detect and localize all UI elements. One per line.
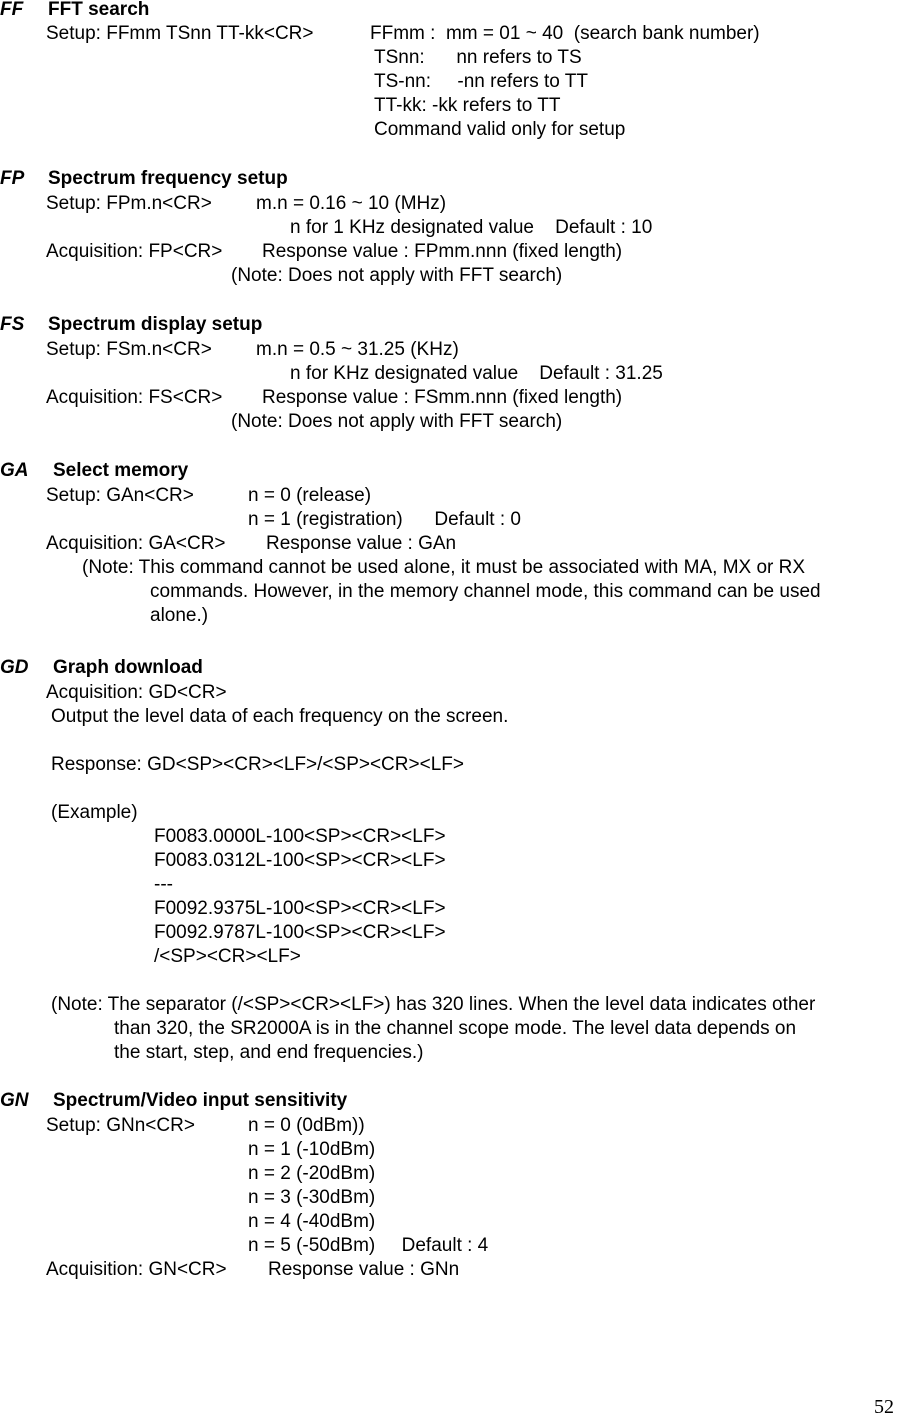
fp-acquisition: Acquisition: FP<CR> (46, 241, 223, 262)
fs-designated: n for KHz designated value Default : 31.25 (290, 363, 663, 384)
gd-title: Graph download (53, 657, 203, 678)
ga-response: Response value : GAn (266, 533, 457, 554)
ga-setup: Setup: GAn<CR> (46, 485, 194, 506)
gn-option: n = 4 (-40dBm) (248, 1211, 376, 1232)
fs-title: Spectrum display setup (48, 314, 263, 335)
gn-title: Spectrum/Video input sensitivity (53, 1090, 348, 1111)
fs-response: Response value : FSmm.nnn (fixed length) (262, 387, 623, 408)
gn-option: n = 3 (-30dBm) (248, 1187, 376, 1208)
gn-setup: Setup: GNn<CR> (46, 1115, 195, 1136)
ga-note: alone.) (150, 605, 209, 626)
gd-acquisition: Acquisition: GD<CR> (46, 682, 227, 703)
gd-example-line: F0083.0312L-100<SP><CR><LF> (154, 850, 446, 871)
gd-output: Output the level data of each frequency on the screen. (51, 706, 509, 727)
gn-option: n = 2 (-20dBm) (248, 1163, 376, 1184)
gn-acquisition: Acquisition: GN<CR> (46, 1259, 227, 1280)
fp-setup: Setup: FPm.n<CR> (46, 193, 212, 214)
fp-response: Response value : FPmm.nnn (fixed length) (262, 241, 623, 262)
fp-note: (Note: Does not apply with FFT search) (231, 265, 563, 286)
page-number: 52 (874, 1396, 894, 1418)
gn-option: n = 5 (-50dBm) Default : 4 (248, 1235, 489, 1256)
ff-code: FF (0, 0, 24, 20)
ff-param: TS-nn: -nn refers to TT (374, 71, 588, 92)
fs-setup: Setup: FSm.n<CR> (46, 339, 212, 360)
ga-note: (Note: This command cannot be used alone, it must be associated with MA, MX or RX (82, 557, 806, 578)
fs-acquisition: Acquisition: FS<CR> (46, 387, 223, 408)
ga-option: n = 1 (registration) Default : 0 (248, 509, 521, 530)
gn-option: n = 1 (-10dBm) (248, 1139, 376, 1160)
fp-designated: n for 1 KHz designated value Default : 10 (290, 217, 653, 238)
ff-title: FFT search (48, 0, 150, 20)
gn-option: n = 0 (0dBm)) (248, 1115, 365, 1136)
gd-note: than 320, the SR2000A is in the channel scope mode. The level data depends on (114, 1018, 797, 1039)
gd-example-line: /<SP><CR><LF> (154, 946, 301, 967)
ga-note: commands. However, in the memory channel mode, this command can be used (150, 581, 821, 602)
fs-note: (Note: Does not apply with FFT search) (231, 411, 563, 432)
ga-option: n = 0 (release) (248, 485, 372, 506)
ga-acquisition: Acquisition: GA<CR> (46, 533, 226, 554)
gd-example-line: F0083.0000L-100<SP><CR><LF> (154, 826, 446, 847)
gd-note: (Note: The separator (/<SP><CR><LF>) has 320 lines. When the level data indicates other (51, 994, 816, 1015)
fp-range: m.n = 0.16 ~ 10 (MHz) (256, 193, 447, 214)
ga-title: Select memory (53, 460, 189, 481)
gd-response: Response: GD<SP><CR><LF>/<SP><CR><LF> (51, 754, 464, 775)
fs-code: FS (0, 314, 25, 335)
gn-response: Response value : GNn (268, 1259, 460, 1280)
ff-param: FFmm : mm = 01 ~ 40 (search bank number) (370, 23, 760, 44)
ff-param: Command valid only for setup (374, 119, 626, 140)
gd-example-line: F0092.9375L-100<SP><CR><LF> (154, 898, 446, 919)
gn-code: GN (0, 1090, 29, 1111)
gd-example-line: F0092.9787L-100<SP><CR><LF> (154, 922, 446, 943)
gd-code: GD (0, 657, 29, 678)
fp-title: Spectrum frequency setup (48, 168, 288, 189)
gd-note: the start, step, and end frequencies.) (114, 1042, 424, 1063)
gd-example-line: --- (154, 874, 173, 895)
fp-code: FP (0, 168, 25, 189)
ga-code: GA (0, 460, 29, 481)
ff-param: TT-kk: -kk refers to TT (374, 95, 561, 116)
gd-example-label: (Example) (51, 802, 138, 823)
fs-range: m.n = 0.5 ~ 31.25 (KHz) (256, 339, 459, 360)
ff-param: TSnn: nn refers to TS (374, 47, 582, 68)
ff-setup: Setup: FFmm TSnn TT-kk<CR> (46, 23, 314, 44)
